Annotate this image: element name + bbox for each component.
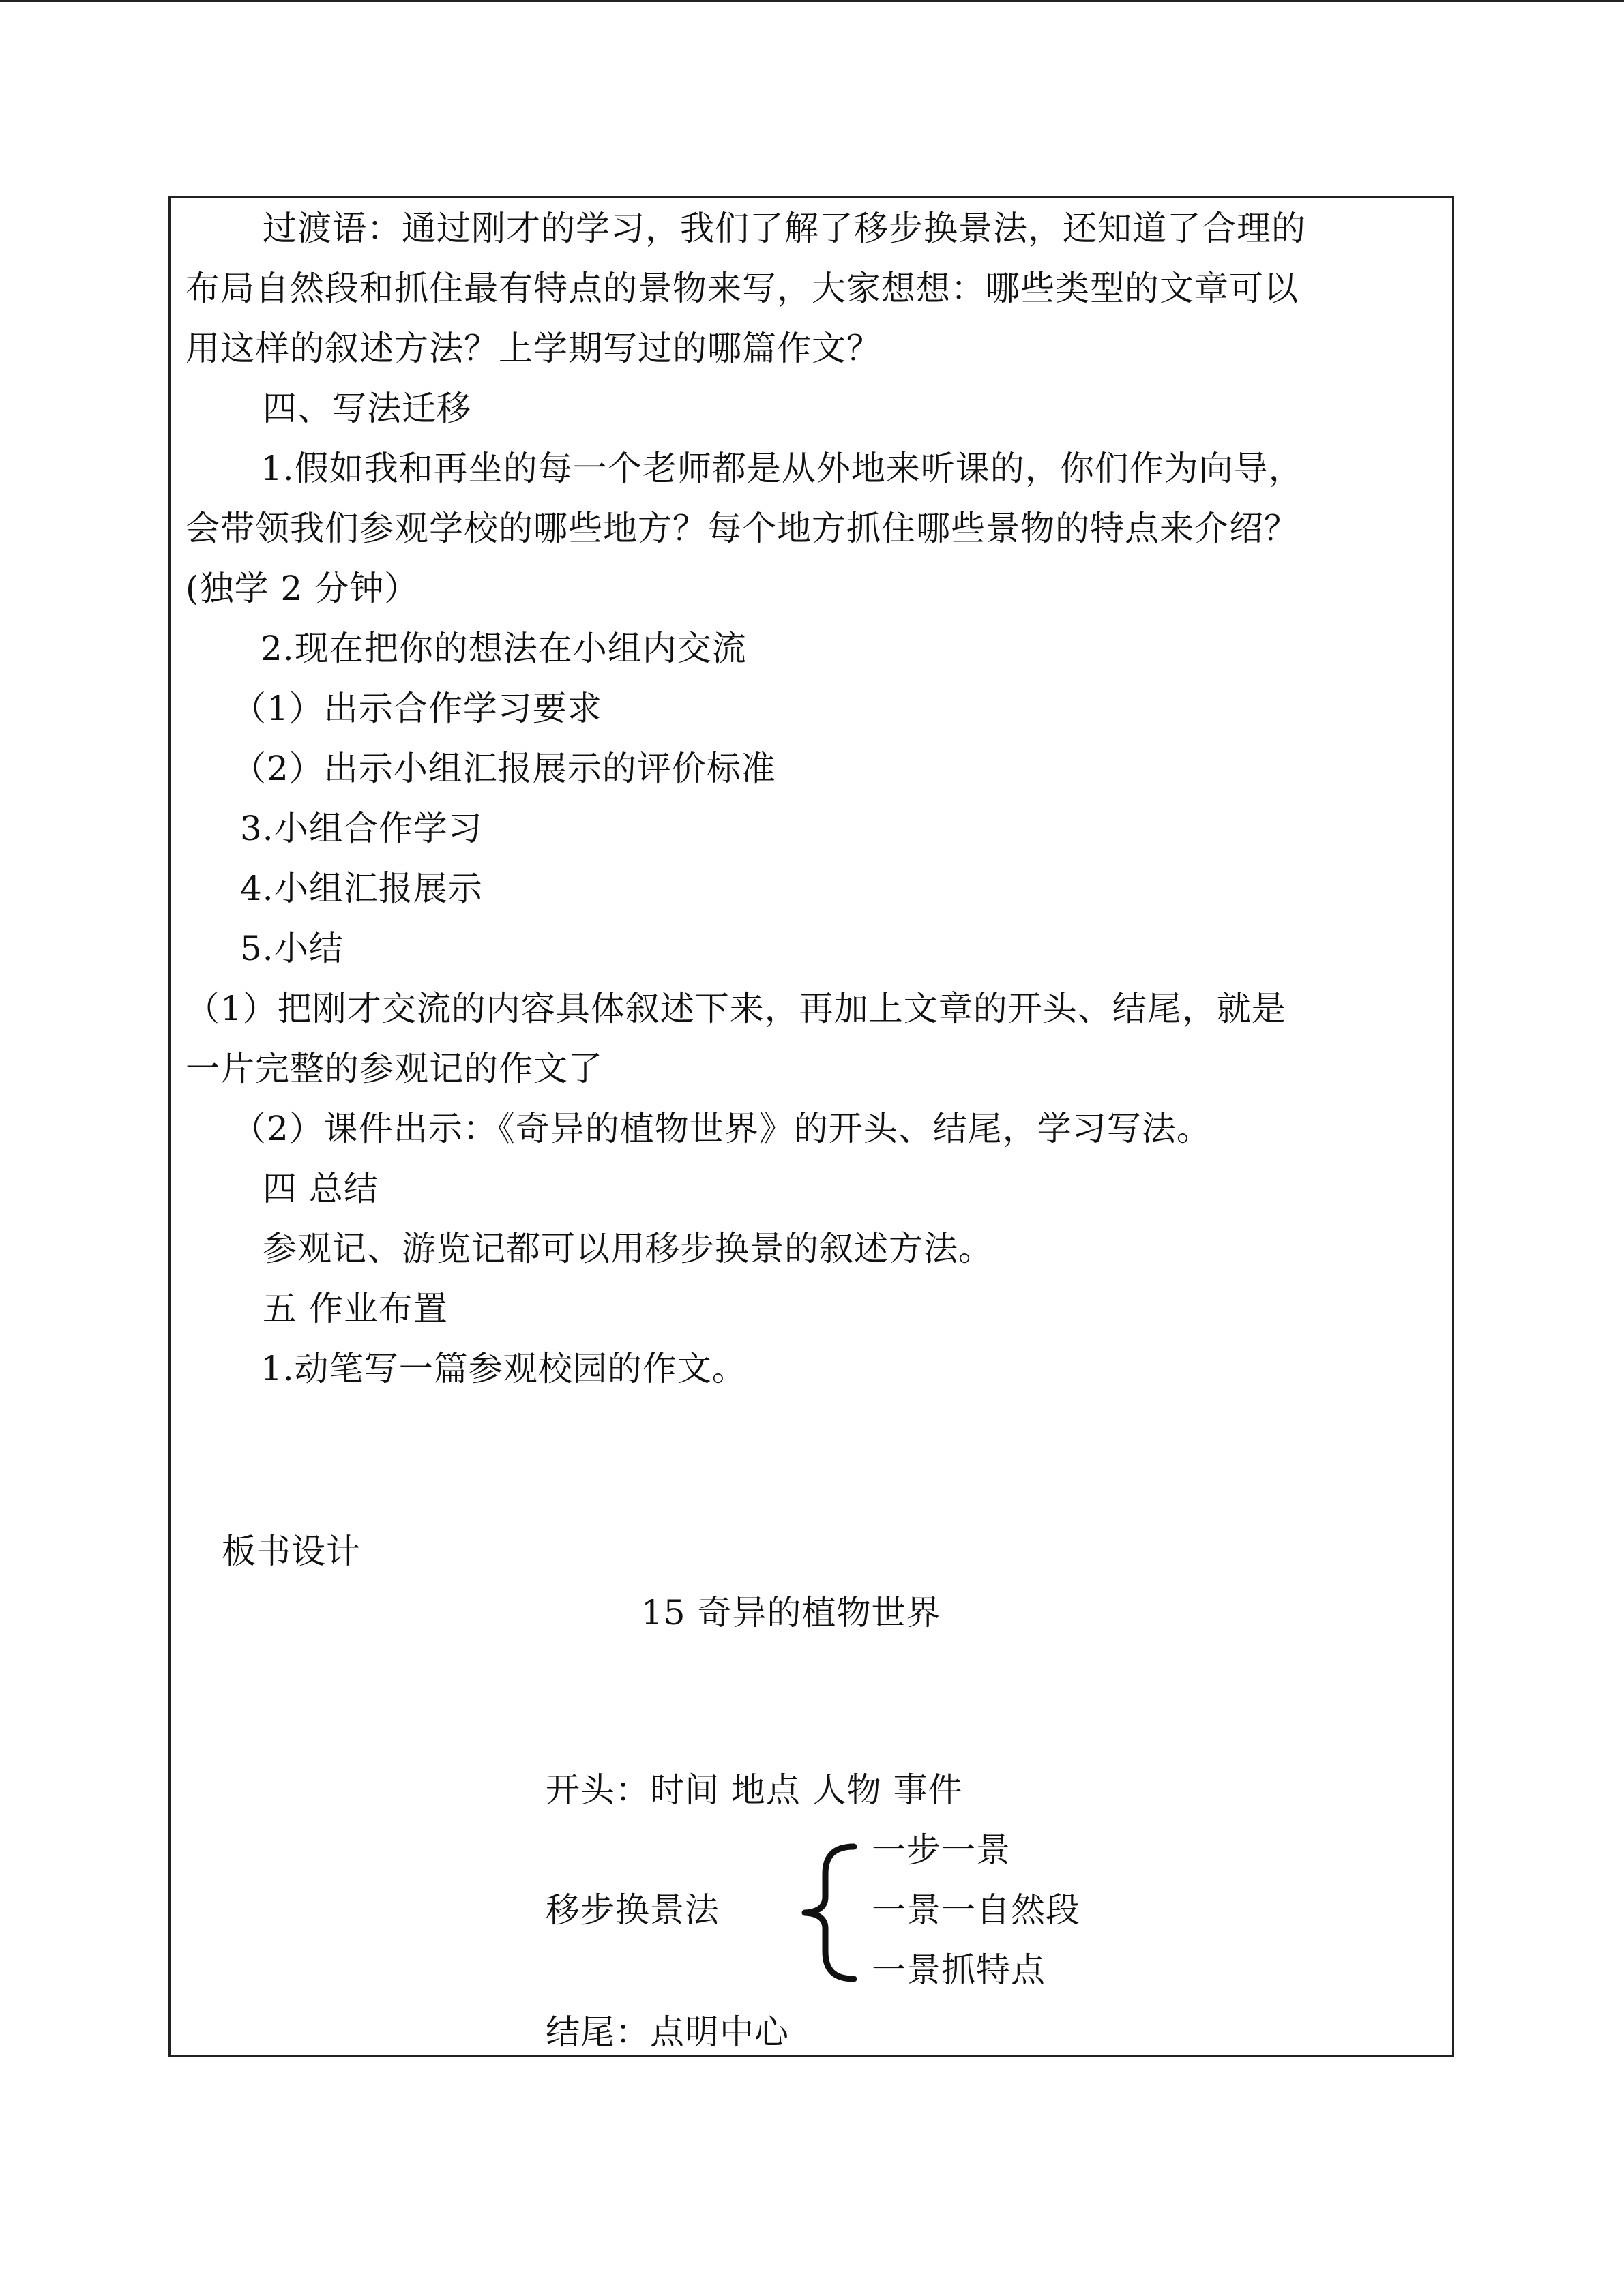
board-ending: 结尾：点明中心 [546,2012,789,2052]
curly-brace [798,1841,859,1984]
transition-line-2: 布局自然段和抓住最有特点的景物来写，大家想想：哪些类型的文章可以 [186,269,1299,308]
step-1-line-1: 1.假如我和再坐的每一个老师都是从外地来听课的，你们作为向导， [261,449,1303,488]
step-1-line-3: (独学 2 分钟） [186,569,419,608]
section-heading-conclusion: 四 总结 [263,1169,379,1208]
step-1-line-2: 会带领我们参观学校的哪些地方？每个地方抓住哪些景物的特点来介绍？ [186,509,1299,548]
summary-sub-1-line-1: （1）把刚才交流的内容具体叙述下来，再加上文章的开头、结尾，就是 [186,989,1286,1028]
homework-line: 1.动笔写一篇参观校园的作文。 [261,1349,747,1388]
board-method: 移步换景法 [546,1890,720,1930]
step-2-line: 2.现在把你的想法在小组内交流 [261,629,747,668]
page-top-rule [0,0,1624,2]
section-heading-writing-transfer: 四、写法迁移 [263,389,471,428]
board-branch-1: 一步一景 [872,1830,1011,1870]
board-opening: 开头：时间 地点 人物 事件 [546,1770,963,1810]
summary-sub-2-line: （2）课件出示：《奇异的植物世界》的开头、结尾，学习写法。 [232,1109,1211,1148]
board-branch-3: 一景抓特点 [872,1950,1046,1990]
summary-sub-1-line-2: 一片完整的参观记的作文了 [186,1049,603,1088]
step-3-line: 3.小组合作学习 [240,809,483,848]
conclusion-line: 参观记、游览记都可以用移步换景的叙述方法。 [263,1229,993,1268]
section-heading-homework: 五 作业布置 [263,1289,448,1328]
step-4-line: 4.小组汇报展示 [240,869,483,908]
step-2-sub-2: （2）出示小组汇报展示的评价标准 [232,749,776,788]
board-title: 15 奇异的植物世界 [641,1593,941,1632]
board-design-heading: 板书设计 [222,1532,361,1571]
transition-line-3: 用这样的叙述方法？上学期写过的哪篇作文？ [186,329,881,368]
step-2-sub-1: （1）出示合作学习要求 [232,689,602,728]
transition-line-1: 过渡语：通过刚才的学习，我们了解了移步换景法，还知道了合理的 [263,209,1306,248]
step-5-line: 5.小结 [240,929,344,968]
board-branch-2: 一景一自然段 [872,1890,1080,1930]
